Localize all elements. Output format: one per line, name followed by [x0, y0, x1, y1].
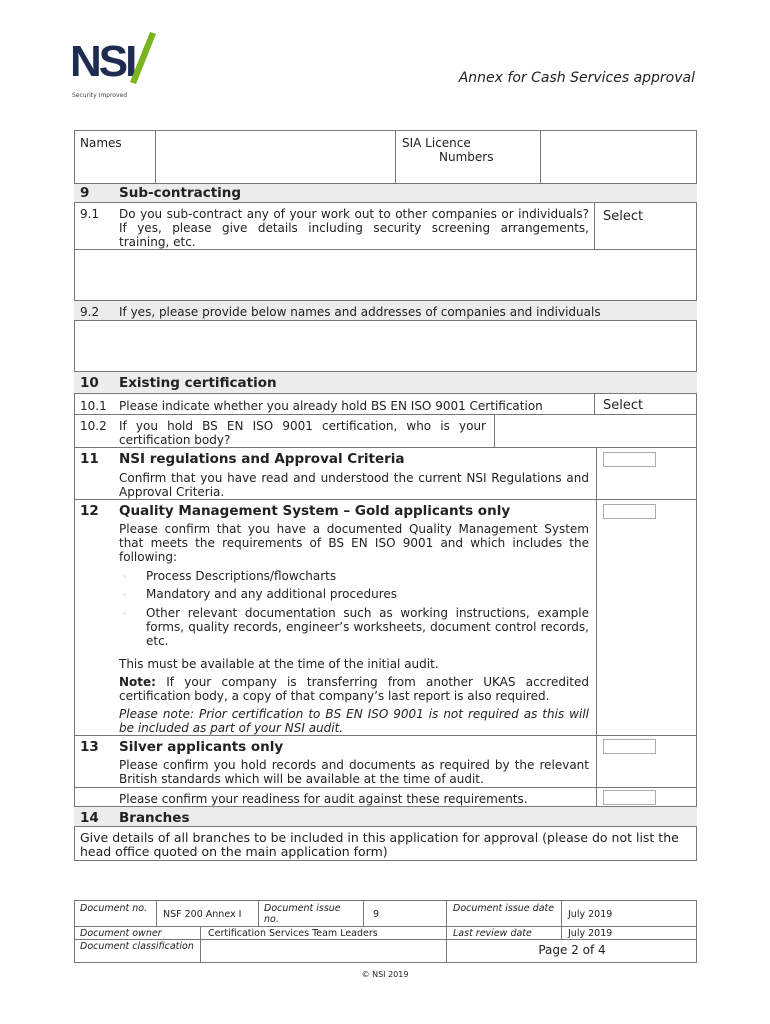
q9-1-text: Do you sub-contract any of your work out to other companies or individuals? If yes, please give details including security screening arrangements, training, etc. — [119, 207, 589, 249]
q10-2-certification-body-input[interactable] — [494, 415, 697, 448]
bullet-icon — [123, 575, 126, 578]
section-10-number: 10 — [80, 375, 99, 391]
section-9-number: 9 — [80, 185, 90, 201]
sia-numbers-label: Numbers — [439, 150, 494, 164]
list-item: Mandatory and any additional procedures — [146, 587, 397, 601]
q9-2-number: 9.2 — [80, 305, 100, 319]
section-12-number: 12 — [80, 503, 99, 519]
q10-2-text: If you hold BS EN ISO 9001 certification, who is your certification body? — [119, 419, 486, 447]
footer-review-label: Last review date — [453, 928, 532, 939]
section-11-title: NSI regulations and Approval Criteria — [119, 451, 405, 467]
q10-1-number: 10.1 — [80, 399, 107, 413]
section-11-number: 11 — [80, 451, 99, 467]
footer-review-date: July 2019 — [568, 928, 613, 939]
footer-owner: Certification Services Team Leaders — [208, 928, 378, 939]
section-14-title: Branches — [119, 810, 190, 826]
note-label: Note: — [119, 675, 156, 689]
bullet-icon — [123, 612, 126, 615]
footer-classification-label: Document classification — [80, 941, 194, 952]
logo-tagline: Security Improved — [72, 92, 128, 99]
section-13-number: 13 — [80, 739, 99, 755]
footer-issue-date-label: Document issue date — [453, 903, 555, 914]
q9-1-details-input[interactable] — [74, 249, 697, 301]
names-label: Names — [80, 136, 122, 150]
section-13-readiness: Please confirm your readiness for audit against these requirements. — [119, 792, 528, 806]
footer-issue-no: 9 — [373, 909, 380, 920]
q9-1-select[interactable]: Select — [603, 209, 644, 224]
section-12-availability: This must be available at the time of the initial audit. — [119, 657, 439, 671]
section-9-title: Sub-contracting — [119, 185, 242, 201]
list-item: Process Descriptions/flowcharts — [146, 569, 337, 583]
footer-issue-date: July 2019 — [568, 909, 613, 920]
section-12-intro: Please confirm that you have a documented Quality Management System that meets the requirements of BS EN ISO 9001 and which includes the following: — [119, 522, 589, 564]
section-12-confirm-checkbox[interactable] — [603, 504, 656, 519]
copyright: © NSI 2019 — [361, 970, 409, 979]
footer-page-number: Page 2 of 4 — [538, 943, 606, 957]
q9-1-number: 9.1 — [80, 207, 100, 221]
section-14-text: Give details of all branches to be included in this application for approval (please do not list the head office quoted on the main application form) — [80, 830, 679, 859]
section-13-readiness-checkbox[interactable] — [603, 790, 656, 805]
note-text: If your company is transferring from another UKAS accredited certification body, a copy of that company’s last report is also required. — [119, 675, 589, 703]
sia-numbers-input[interactable] — [541, 130, 597, 183]
section-11-text: Confirm that you have read and understood the current NSI Regulations and Approval Criteria. — [119, 471, 589, 499]
section-12-title: Quality Management System – Gold applicants only — [119, 503, 511, 519]
section-13-text: Please confirm you hold records and documents as required by the relevant British standards which will be available at the time of audit. — [119, 758, 589, 786]
section-12-note — [119, 675, 589, 703]
section-13-title: Silver applicants only — [119, 739, 284, 755]
q10-2-number: 10.2 — [80, 419, 107, 433]
q9-2-text: If yes, please provide below names and addresses of companies and individuals — [119, 305, 601, 319]
q10-1-select[interactable]: Select — [603, 398, 644, 413]
sia-licence-label: SIA Licence — [402, 136, 471, 150]
footer-issue-no-label: Document issue no. — [264, 903, 341, 925]
section-10-title: Existing certification — [119, 375, 277, 391]
footer-owner-label: Document owner — [80, 928, 162, 939]
document-title: Annex for Cash Services approval — [458, 70, 695, 86]
footer-doc-no: NSF 200 Annex I — [163, 909, 242, 920]
section-13-confirm-checkbox[interactable] — [603, 739, 656, 754]
logo-text: NSI — [70, 37, 135, 86]
section-12-please-note: Please note: Prior certification to BS EN ISO 9001 is not required as this will be included as part of your NSI audit. — [119, 707, 589, 735]
q10-1-text: Please indicate whether you already hold BS EN ISO 9001 Certification — [119, 399, 543, 413]
footer-doc-no-label: Document no. — [80, 903, 148, 914]
bullet-icon — [123, 593, 126, 596]
q9-2-details-input[interactable] — [74, 321, 697, 372]
section-14-number: 14 — [80, 810, 99, 826]
list-item: Other relevant documentation such as working instructions, example forms, quality records, engineer’s worksheets, document control records, etc. — [146, 606, 589, 648]
names-input[interactable] — [156, 130, 396, 183]
section-11-confirm-checkbox[interactable] — [603, 452, 656, 467]
